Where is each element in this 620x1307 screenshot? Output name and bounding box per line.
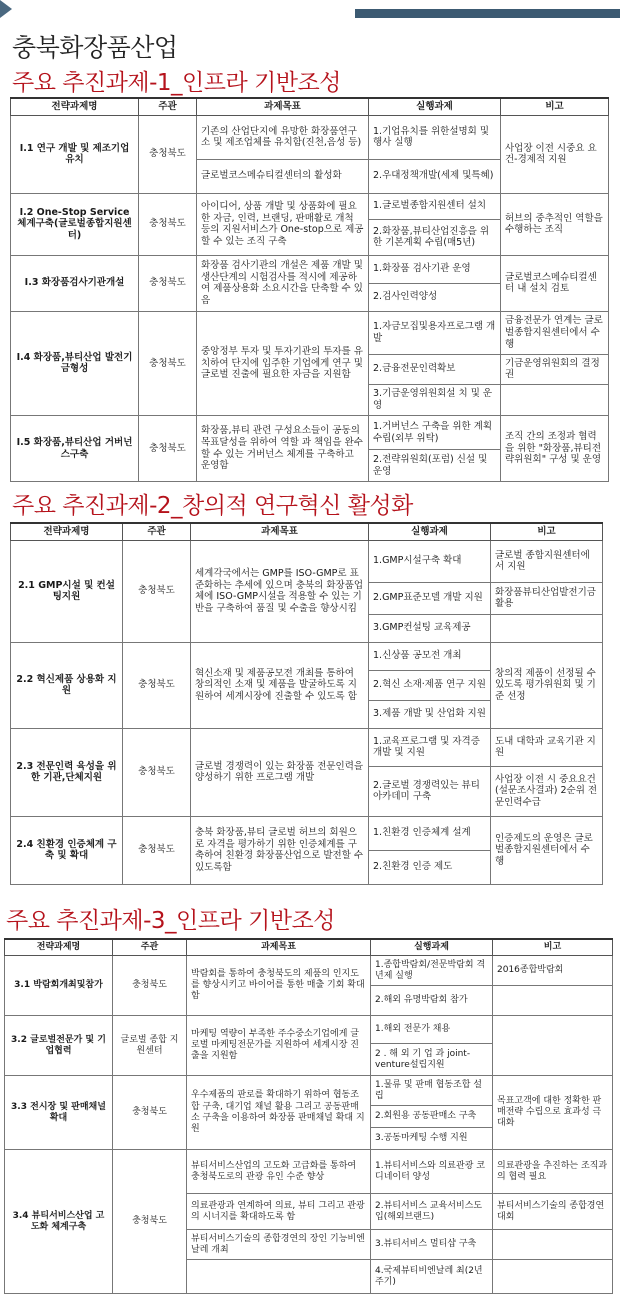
goal-cell bbox=[187, 1260, 371, 1294]
strategy-cell: 2.2 혁신제품 상용화 지원 bbox=[11, 642, 123, 728]
task-cell: 2.GMP표준모델 개발 지원 bbox=[369, 582, 491, 614]
task-cell: 4.국제뷰티비엔날레 최(2년주기) bbox=[371, 1260, 493, 1294]
agency-cell: 충청북도 bbox=[113, 1076, 187, 1150]
goal-cell: 글로벌 경쟁력이 있는 화장품 전문인력을 양성하기 위한 프로그램 개발 bbox=[191, 728, 369, 816]
agency-cell: 충청북도 bbox=[139, 311, 197, 415]
strategy-cell: 3.2 글로벌전문가 및 기업협력 bbox=[5, 1016, 113, 1076]
header-goal: 과제목표 bbox=[191, 523, 369, 540]
strategy-cell: I.1 연구 개발 및 제조기업 유치 bbox=[11, 115, 139, 193]
table-row bbox=[11, 416, 609, 450]
section-2-title: 주요 추진과제-2_창의적 연구혁신 활성화 bbox=[12, 493, 413, 519]
task-cell: 2.뷰티서비스 교육서비스도입(해외브랜드) bbox=[371, 1194, 493, 1230]
chevron-right-icon bbox=[0, 0, 12, 18]
header-accent-band bbox=[355, 9, 620, 18]
task-cell: 2.화장품,뷰티산업진흥을 위한 기본계획 수립(매5년) bbox=[369, 219, 501, 255]
note-cell: 허브의 중추적인 역할을 수행하는 조직 bbox=[501, 193, 609, 255]
task-cell: 2.친환경 인증 제도 bbox=[369, 850, 491, 884]
header-task: 실행과제 bbox=[369, 98, 501, 115]
agency-cell: 충청북도 bbox=[139, 193, 197, 255]
goal-cell: 충북 화장품,뷰티 글로벌 허브의 회원으로 자격을 평가하기 위한 인증체계를 구축하여 친환경 화장품산업으로 발전할 수 있도록함 bbox=[191, 816, 369, 884]
goal-cell: 의료관광과 연계하여 의료, 뷰티 그리고 관광의 시너지를 확대하도록 함 bbox=[187, 1194, 371, 1230]
header-agency: 주관 bbox=[113, 939, 187, 956]
section-2-table bbox=[10, 522, 603, 885]
table-header-row bbox=[11, 523, 603, 540]
agency-cell: 충청북도 bbox=[139, 255, 197, 311]
section-3-table bbox=[4, 938, 613, 1294]
task-cell: 2.해외 유명박람회 참가 bbox=[371, 986, 493, 1016]
note-cell bbox=[493, 1016, 613, 1076]
goal-cell: 아이디어, 상품 개발 및 상품화에 필요한 자금, 인력, 브랜딩, 판매활로 개척 등의 지원서비스가 One-stop으로 제공할 수 있는 조직 구축 bbox=[197, 193, 369, 255]
task-cell: 2.검사인력양성 bbox=[369, 283, 501, 311]
task-cell: 1.물류 및 판매 협동조합 설립 bbox=[371, 1076, 493, 1106]
strategy-cell: I.4 화장품,뷰티산업 발전기금형성 bbox=[11, 311, 139, 415]
header-task: 실행과제 bbox=[369, 523, 491, 540]
note-cell: 2016종합박람회 bbox=[493, 956, 613, 986]
task-cell: 2.전략위원회(포럼) 신설 및 운영 bbox=[369, 450, 501, 482]
note-cell bbox=[491, 614, 603, 642]
goal-cell: 마케팅 역량이 부족한 주수중소기업에게 글로벌 마케팅전문가를 지원하여 세계시장 진출을 지원함 bbox=[187, 1016, 371, 1076]
goal-cell: 혁신소재 및 제품공모전 개최를 통하여 창의적인 소재 및 제품을 발굴하도록 지원하여 세계시장에 진출할 수 있도록 함 bbox=[191, 642, 369, 728]
goal-cell: 화장품 검사기관의 개설은 제품 개발 및 생산단계의 시험검사를 적시에 제공하여 제품상용화 소요시간을 단축할 수 있음 bbox=[197, 255, 369, 311]
note-cell: 인증제도의 운영은 글로벌종합지원센터에서 수행 bbox=[491, 816, 603, 884]
task-cell: 1.뷰티서비스와 의료관광 코디네이터 양성 bbox=[371, 1150, 493, 1194]
strategy-cell: I.2 One-Stop Service 체계구축(글로벌종합지원센터) bbox=[11, 193, 139, 255]
note-cell: 뷰티서비스기술의 종합경연대회 bbox=[493, 1194, 613, 1230]
header-goal: 과제목표 bbox=[187, 939, 371, 956]
table-row bbox=[11, 193, 609, 219]
header-note: 비고 bbox=[501, 98, 609, 115]
task-cell: 1.신상품 공모전 개최 bbox=[369, 642, 491, 670]
note-cell: 글로벌 종합지원센터에서 지원 bbox=[491, 540, 603, 582]
table-row bbox=[5, 1150, 613, 1194]
agency-cell: 충청북도 bbox=[113, 1150, 187, 1294]
section-1-title: 주요 추진과제-1_인프라 기반조성 bbox=[12, 70, 341, 96]
strategy-cell: 2.1 GMP시설 및 컨설팅지원 bbox=[11, 540, 123, 642]
note-cell bbox=[501, 385, 609, 416]
goal-cell: 우수제품의 판로를 확대하기 위하여 협동조합 구축, 대기업 채널 활용 그리고 공동판매소 구축을 이용하여 화장품 판매채널 확대 지원 bbox=[187, 1076, 371, 1150]
goal-cell: 뷰티서비스기술의 종합경연의 장인 기능비엔날레 개최 bbox=[187, 1230, 371, 1260]
task-cell: 2.글로벌 경쟁력있는 뷰티아카데미 구축 bbox=[369, 766, 491, 816]
agency-cell: 충청북도 bbox=[123, 642, 191, 728]
header-strategy: 전략과제명 bbox=[5, 939, 113, 956]
note-cell: 조직 간의 조정과 협력을 위한 "화장품,뷰티전략위원회" 구성 및 운영 bbox=[501, 416, 609, 482]
table-row bbox=[5, 1016, 613, 1044]
agency-cell: 글로벌 종합 지원센터 bbox=[113, 1016, 187, 1076]
task-cell: 1.화장품 검사기관 운영 bbox=[369, 255, 501, 283]
task-cell: 2.혁신 소재·제품 연구 지원 bbox=[369, 670, 491, 700]
goal-cell: 화장품,뷰티 관련 구성요소들이 공동의 목표달성을 위하여 역할 과 책임을 완수 할 수 있는 거버넌스 체계를 구축하고 운영함 bbox=[197, 416, 369, 482]
section-1-table bbox=[10, 97, 609, 482]
strategy-cell: 2.4 친환경 인증체계 구축 및 확대 bbox=[11, 816, 123, 884]
task-cell: 1.해외 전문가 채용 bbox=[371, 1016, 493, 1044]
header-strategy: 전략과제명 bbox=[11, 98, 139, 115]
goal-cell: 글로벌코스메슈티컬센터의 활성화 bbox=[197, 159, 369, 193]
table-header-row bbox=[11, 98, 609, 115]
header-task: 실행과제 bbox=[371, 939, 493, 956]
note-cell: 기금운영위원회의 결정권 bbox=[501, 354, 609, 385]
goal-cell: 중앙정부 투자 및 투자기관의 투자를 유치하여 단지에 입주한 기업에게 연구 및 글로벌 진출에 필요한 자금을 지원함 bbox=[197, 311, 369, 415]
note-cell: 글로벌코스메슈티컬센터 내 설치 검토 bbox=[501, 255, 609, 311]
table-header-row bbox=[5, 939, 613, 956]
note-cell: 화장품뷰티산업발전기금 활용 bbox=[491, 582, 603, 614]
agency-cell: 충청북도 bbox=[139, 115, 197, 193]
note-cell: 사업장 이전 시 중요요건(설문조사결과) 2순위 전문인력수급 bbox=[491, 766, 603, 816]
table-row bbox=[11, 728, 603, 766]
note-cell bbox=[493, 1260, 613, 1294]
header-agency: 주관 bbox=[139, 98, 197, 115]
agency-cell: 충청북도 bbox=[123, 816, 191, 884]
note-cell: 사업장 이전 시중요 요건-경제적 지원 bbox=[501, 115, 609, 193]
section-3-title: 주요 추진과제-3_인프라 기반조성 bbox=[6, 908, 335, 934]
task-cell: 3.GMP컨설팅 교육제공 bbox=[369, 614, 491, 642]
table-row bbox=[5, 956, 613, 986]
table-row bbox=[11, 540, 603, 582]
task-cell: 1.친환경 인증체계 설계 bbox=[369, 816, 491, 850]
task-cell: 2.금융전문인력확보 bbox=[369, 354, 501, 385]
decorative-top-bar bbox=[0, 0, 620, 20]
task-cell: 1.GMP시설구축 확대 bbox=[369, 540, 491, 582]
strategy-cell: 3.3 전시장 및 판매채널 확대 bbox=[5, 1076, 113, 1150]
task-cell: 1.교육프로그램 및 자격증 개발 및 지원 bbox=[369, 728, 491, 766]
table-row bbox=[11, 311, 609, 354]
task-cell: 1.자금모집및용자프로그램 개발 bbox=[369, 311, 501, 354]
header-note: 비고 bbox=[491, 523, 603, 540]
goal-cell: 세계각국에서는 GMP를 ISO-GMP로 표준화하는 추세에 있으며 충북의 화장품업체에 ISO-GMP시설을 적용할 수 있는 기반을 구축하여 품질 및 수출을 향상시킴 bbox=[191, 540, 369, 642]
task-cell: 2.우대정책개발(세제 및특혜) bbox=[369, 159, 501, 193]
header-note: 비고 bbox=[493, 939, 613, 956]
table-row bbox=[5, 1076, 613, 1106]
task-cell: 1.거버넌스 구축을 위한 계획 수립(외부 위탁) bbox=[369, 416, 501, 450]
task-cell: 2.회원용 공동판매소 구축 bbox=[371, 1106, 493, 1128]
table-row bbox=[11, 642, 603, 670]
goal-cell: 뷰티서비스산업의 고도화 고급화를 통하여 충청북도로의 관광 유인 수준 향상 bbox=[187, 1150, 371, 1194]
task-cell: 3.기금운영위원회설 치 및 운영 bbox=[369, 385, 501, 416]
note-cell: 금융전문가 연계는 글로벌종합지원센터에서 수행 bbox=[501, 311, 609, 354]
task-cell: 1.종합박람회/전문박람회 격년제 실행 bbox=[371, 956, 493, 986]
table-row bbox=[11, 816, 603, 850]
note-cell: 도내 대학과 교육기관 지원 bbox=[491, 728, 603, 766]
task-cell: 1.기업유치를 위한설명회 및 행사 실행 bbox=[369, 115, 501, 159]
note-cell: 창의적 제품이 선정될 수 있도록 평가위원회 및 기준 선정 bbox=[491, 642, 603, 728]
header-strategy: 전략과제명 bbox=[11, 523, 123, 540]
note-cell: 목표고객에 대한 정확한 판매전략 수립으로 효과성 극대화 bbox=[493, 1076, 613, 1150]
strategy-cell: 2.3 전문인력 육성을 위한 기관,단체지원 bbox=[11, 728, 123, 816]
note-cell bbox=[493, 986, 613, 1016]
agency-cell: 충청북도 bbox=[139, 416, 197, 482]
table-row bbox=[11, 115, 609, 159]
page-title: 충북화장품산업 bbox=[12, 33, 178, 62]
goal-cell: 기존의 산업단지에 유망한 화장품연구소 및 제조업체를 유치함(진천,음성 등) bbox=[197, 115, 369, 159]
task-cell: 3.공동마케팅 수행 지원 bbox=[371, 1128, 493, 1150]
strategy-cell: I.3 화장품검사기관개설 bbox=[11, 255, 139, 311]
task-cell: 3.제품 개발 및 산업화 지원 bbox=[369, 700, 491, 728]
task-cell: 3.뷰티서비스 멀티샵 구축 bbox=[371, 1230, 493, 1260]
task-cell: 2 . 해 외 기 업 과 joint-venture설립지원 bbox=[371, 1044, 493, 1076]
agency-cell: 충청북도 bbox=[123, 728, 191, 816]
table-row bbox=[11, 255, 609, 283]
header-goal: 과제목표 bbox=[197, 98, 369, 115]
agency-cell: 충청북도 bbox=[113, 956, 187, 1016]
header-agency: 주관 bbox=[123, 523, 191, 540]
task-cell: 1.글로벌종합지원센터 설치 bbox=[369, 193, 501, 219]
goal-cell: 박람회를 통하여 충청북도의 제품의 인지도를 향상시키고 바이어를 통한 매출 기회 확대함 bbox=[187, 956, 371, 1016]
agency-cell: 충청북도 bbox=[123, 540, 191, 642]
strategy-cell: 3.1 박람회개최및참가 bbox=[5, 956, 113, 1016]
note-cell: 의료관광을 추진하는 조직과의 협력 필요 bbox=[493, 1150, 613, 1194]
strategy-cell: 3.4 뷰티서비스산업 고도화 체계구축 bbox=[5, 1150, 113, 1294]
strategy-cell: I.5 화장품,뷰티산업 거버넌스구축 bbox=[11, 416, 139, 482]
note-cell bbox=[493, 1230, 613, 1260]
